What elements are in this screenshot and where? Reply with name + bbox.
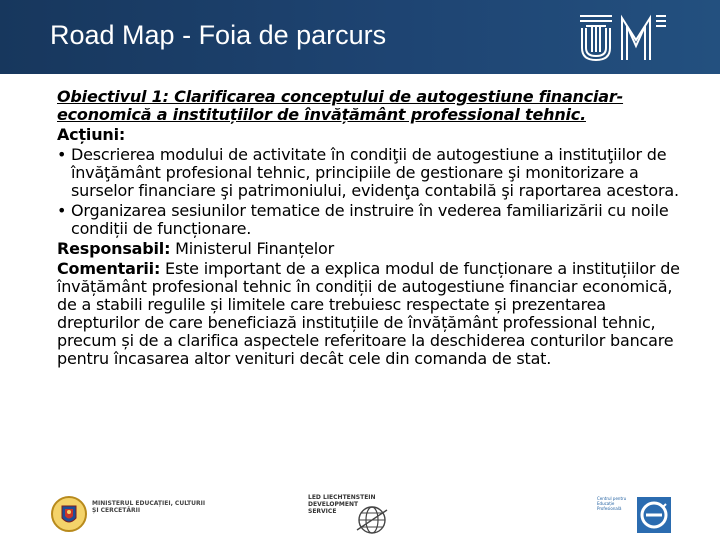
coat-of-arms-icon <box>50 494 88 534</box>
led-logo-text: LED LIECHTENSTEIN DEVELOPMENT SERVICE <box>308 494 376 515</box>
comments-value: Este important de a explica modul de funcționare a instituțiilor de învățământ profesional tehnic în condiții de autogestiune financiar economică, de a stabili regulile și limitele care trebuiesc respectate și prezentarea drepturilor de care beneficiază instituțiile de învățământ professional tehnic, precum și de a clarifica aspectele referitoare la deschiderea conturilor bancare pentru încasarea altor venituri decât cele din comanda de stat. <box>57 259 680 368</box>
responsible-label: Responsabil: <box>57 239 171 258</box>
slide-title: Road Map - Foia de parcurs <box>50 20 387 50</box>
action-item: • Organizarea sesiunilor tematice de instruire în vederea familiarizării cu noile condiții de funcționare. <box>57 202 689 238</box>
tum-logo-icon <box>572 8 672 68</box>
action-item: • Descrierea modului de activitate în condiţii de autogestiune a instituţiilor de învăţământ profesional tehnic, principiile de gestionare şi monitorizare a surselor financiare şi patrimoniului, evidenţa contabilă şi raportarea acestora. <box>57 146 689 200</box>
actions-label: Acțiuni: <box>57 125 126 144</box>
ce-logo-text: Centrul pentru Educație Profesională <box>597 496 627 511</box>
led-globe-icon <box>355 504 389 536</box>
actions-list <box>57 146 689 238</box>
comments-paragraph <box>57 260 689 368</box>
footer-logos <box>0 490 720 540</box>
mec-logo-text: MINISTERUL EDUCAȚIEI, CULTURII ȘI CERCETĂRII <box>92 500 206 514</box>
responsible-value: Ministerul Finanțelor <box>175 239 335 258</box>
ce-logo-icon <box>636 496 672 534</box>
comments-label: Comentarii: <box>57 259 161 278</box>
slide-content <box>57 88 689 370</box>
responsible-line <box>57 240 689 258</box>
objective-heading: Obiectivul 1: Clarificarea conceptului de autogestiune financiar-economică a instituțiilor de învățământ professional tehnic. <box>57 87 624 124</box>
header-bar <box>0 0 720 74</box>
